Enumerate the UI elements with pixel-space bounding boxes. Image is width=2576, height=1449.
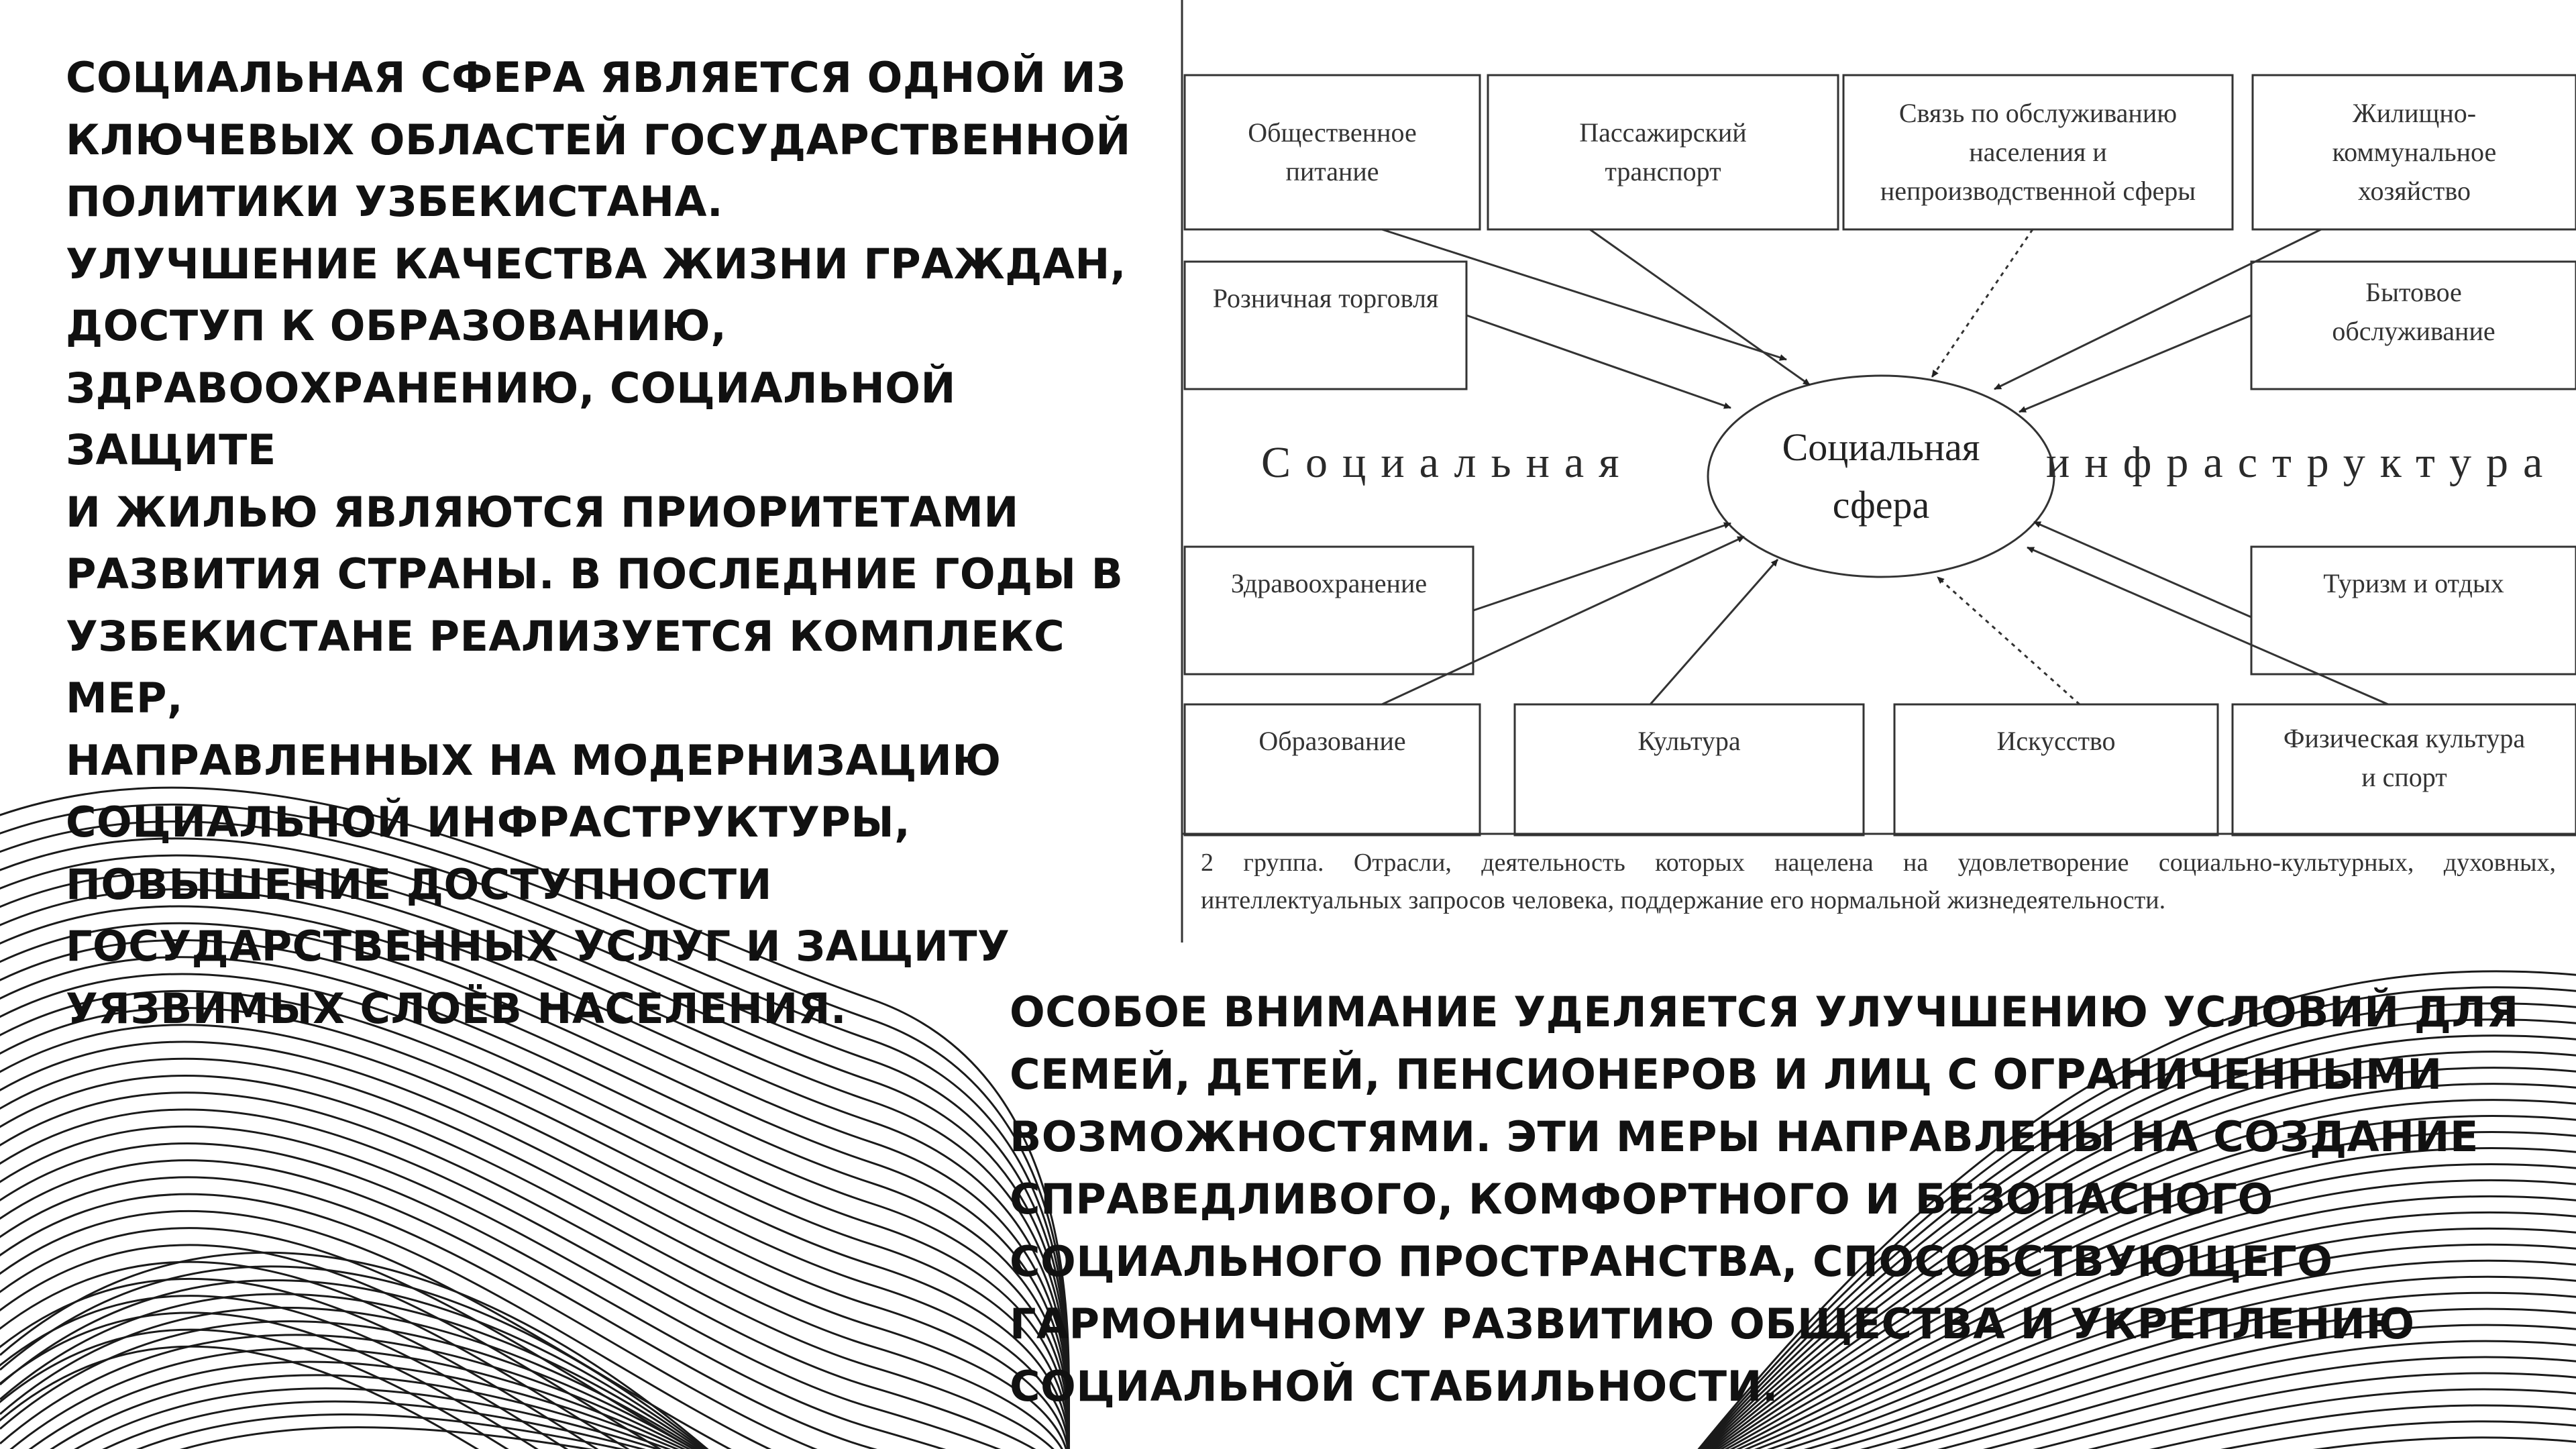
text-line: СЕМЕЙ, ДЕТЕЙ, ПЕНСИОНЕРОВ И ЛИЦ С ОГРАНИЧЕННЫМИ [1010, 1050, 2443, 1099]
text-line: УЛУЧШЕНИЕ КАЧЕСТВА ЖИЗНИ ГРАЖДАН, [66, 239, 1126, 288]
box-label: Здравоохранение [1230, 568, 1428, 598]
box-label: Розничная торговля [1212, 283, 1439, 313]
center-label: Социальная сфера [1782, 425, 1980, 527]
intro-paragraph [66, 47, 1179, 1040]
box-label: Культура [1638, 726, 1741, 756]
text-line: УЗБЕКИСТАНЕ РЕАЛИЗУЕТСЯ КОМПЛЕКС МЕР, [66, 611, 1065, 722]
text-line: ЗДРАВООХРАНЕНИЮ, СОЦИАЛЬНОЙ ЗАЩИТЕ [66, 363, 956, 474]
box-label: Искусство [1996, 726, 2116, 756]
box-label: Туризм и отдых [2323, 568, 2504, 598]
text-line: НАПРАВЛЕННЫХ НА МОДЕРНИЗАЦИЮ [66, 735, 1002, 785]
text-line: И ЖИЛЬЮ ЯВЛЯЮТСЯ ПРИОРИТЕТАМИ [66, 487, 1019, 537]
text-line: СОЦИАЛЬНАЯ СФЕРА ЯВЛЯЕТСЯ ОДНОЙ ИЗ [66, 53, 1126, 102]
text-line: КЛЮЧЕВЫХ ОБЛАСТЕЙ ГОСУДАРСТВЕННОЙ [66, 115, 1131, 164]
diagram-caption: 2 группа. Отрасли, деятельность которых нацелена на удовлетворение социально-культурных, духовных, интеллектуальных запросов человека, поддержание его нормальной жизнедеятельности. [1201, 849, 2556, 914]
text-line: РАЗВИТИЯ СТРАНЫ. В ПОСЛЕДНИЕ ГОДЫ В [66, 549, 1124, 598]
box-label: Образование [1258, 726, 1406, 756]
box-label: Бытовое обслуживание [2332, 277, 2496, 346]
text-line: СОЦИАЛЬНОЙ ИНФРАСТРУКТУРЫ, [66, 798, 911, 847]
box-label: Общественное питание [1248, 117, 1417, 186]
text-line: СПРАВЕДЛИВОГО, КОМФОРТНОГО И БЕЗОПАСНОГО [1010, 1175, 2273, 1224]
text-line: ОСОБОЕ ВНИМАНИЕ УДЕЛЯЕТСЯ УЛУЧШЕНИЮ УСЛОВИЙ ДЛЯ [1010, 987, 2519, 1036]
text-line: ВОЗМОЖНОСТЯМИ. ЭТИ МЕРЫ НАПРАВЛЕНЫ НА СОЗДАНИЕ [1010, 1112, 2479, 1161]
text-line: ГОСУДАРСТВЕННЫХ УСЛУГ И ЗАЩИТУ [66, 922, 1010, 971]
social-sphere-diagram [1181, 0, 2576, 943]
text-line: ДОСТУП К ОБРАЗОВАНИЮ, [66, 301, 727, 350]
text-line: ПОЛИТИКИ УЗБЕКИСТАНА. [66, 177, 724, 226]
text-line: СОЦИАЛЬНОЙ СТАБИЛЬНОСТИ. [1010, 1362, 1778, 1411]
box-label: Жилищно- коммунальное хозяйство [2332, 98, 2497, 206]
box-label: Физическая культура и спорт [2283, 723, 2526, 792]
box-label: Пассажирский транспорт [1579, 117, 1747, 186]
text-line: СОЦИАЛЬНОГО ПРОСТРАНСТВА, СПОСОБСТВУЮЩЕГО [1010, 1237, 2333, 1286]
side-word-left: Социальная [1261, 438, 1634, 487]
side-word-right: инфраструктура [2046, 438, 2558, 487]
box-label: Связь по обслуживанию населения и непроизводственной сферы [1880, 98, 2196, 206]
text-line: ПОВЫШЕНИЕ ДОСТУПНОСТИ [66, 859, 772, 909]
conclusion-paragraph [1010, 981, 2573, 1417]
text-line: ГАРМОНИЧНОМУ РАЗВИТИЮ ОБЩЕСТВА И УКРЕПЛЕНИЮ [1010, 1299, 2415, 1348]
text-line: УЯЗВИМЫХ СЛОЁВ НАСЕЛЕНИЯ. [66, 983, 847, 1033]
